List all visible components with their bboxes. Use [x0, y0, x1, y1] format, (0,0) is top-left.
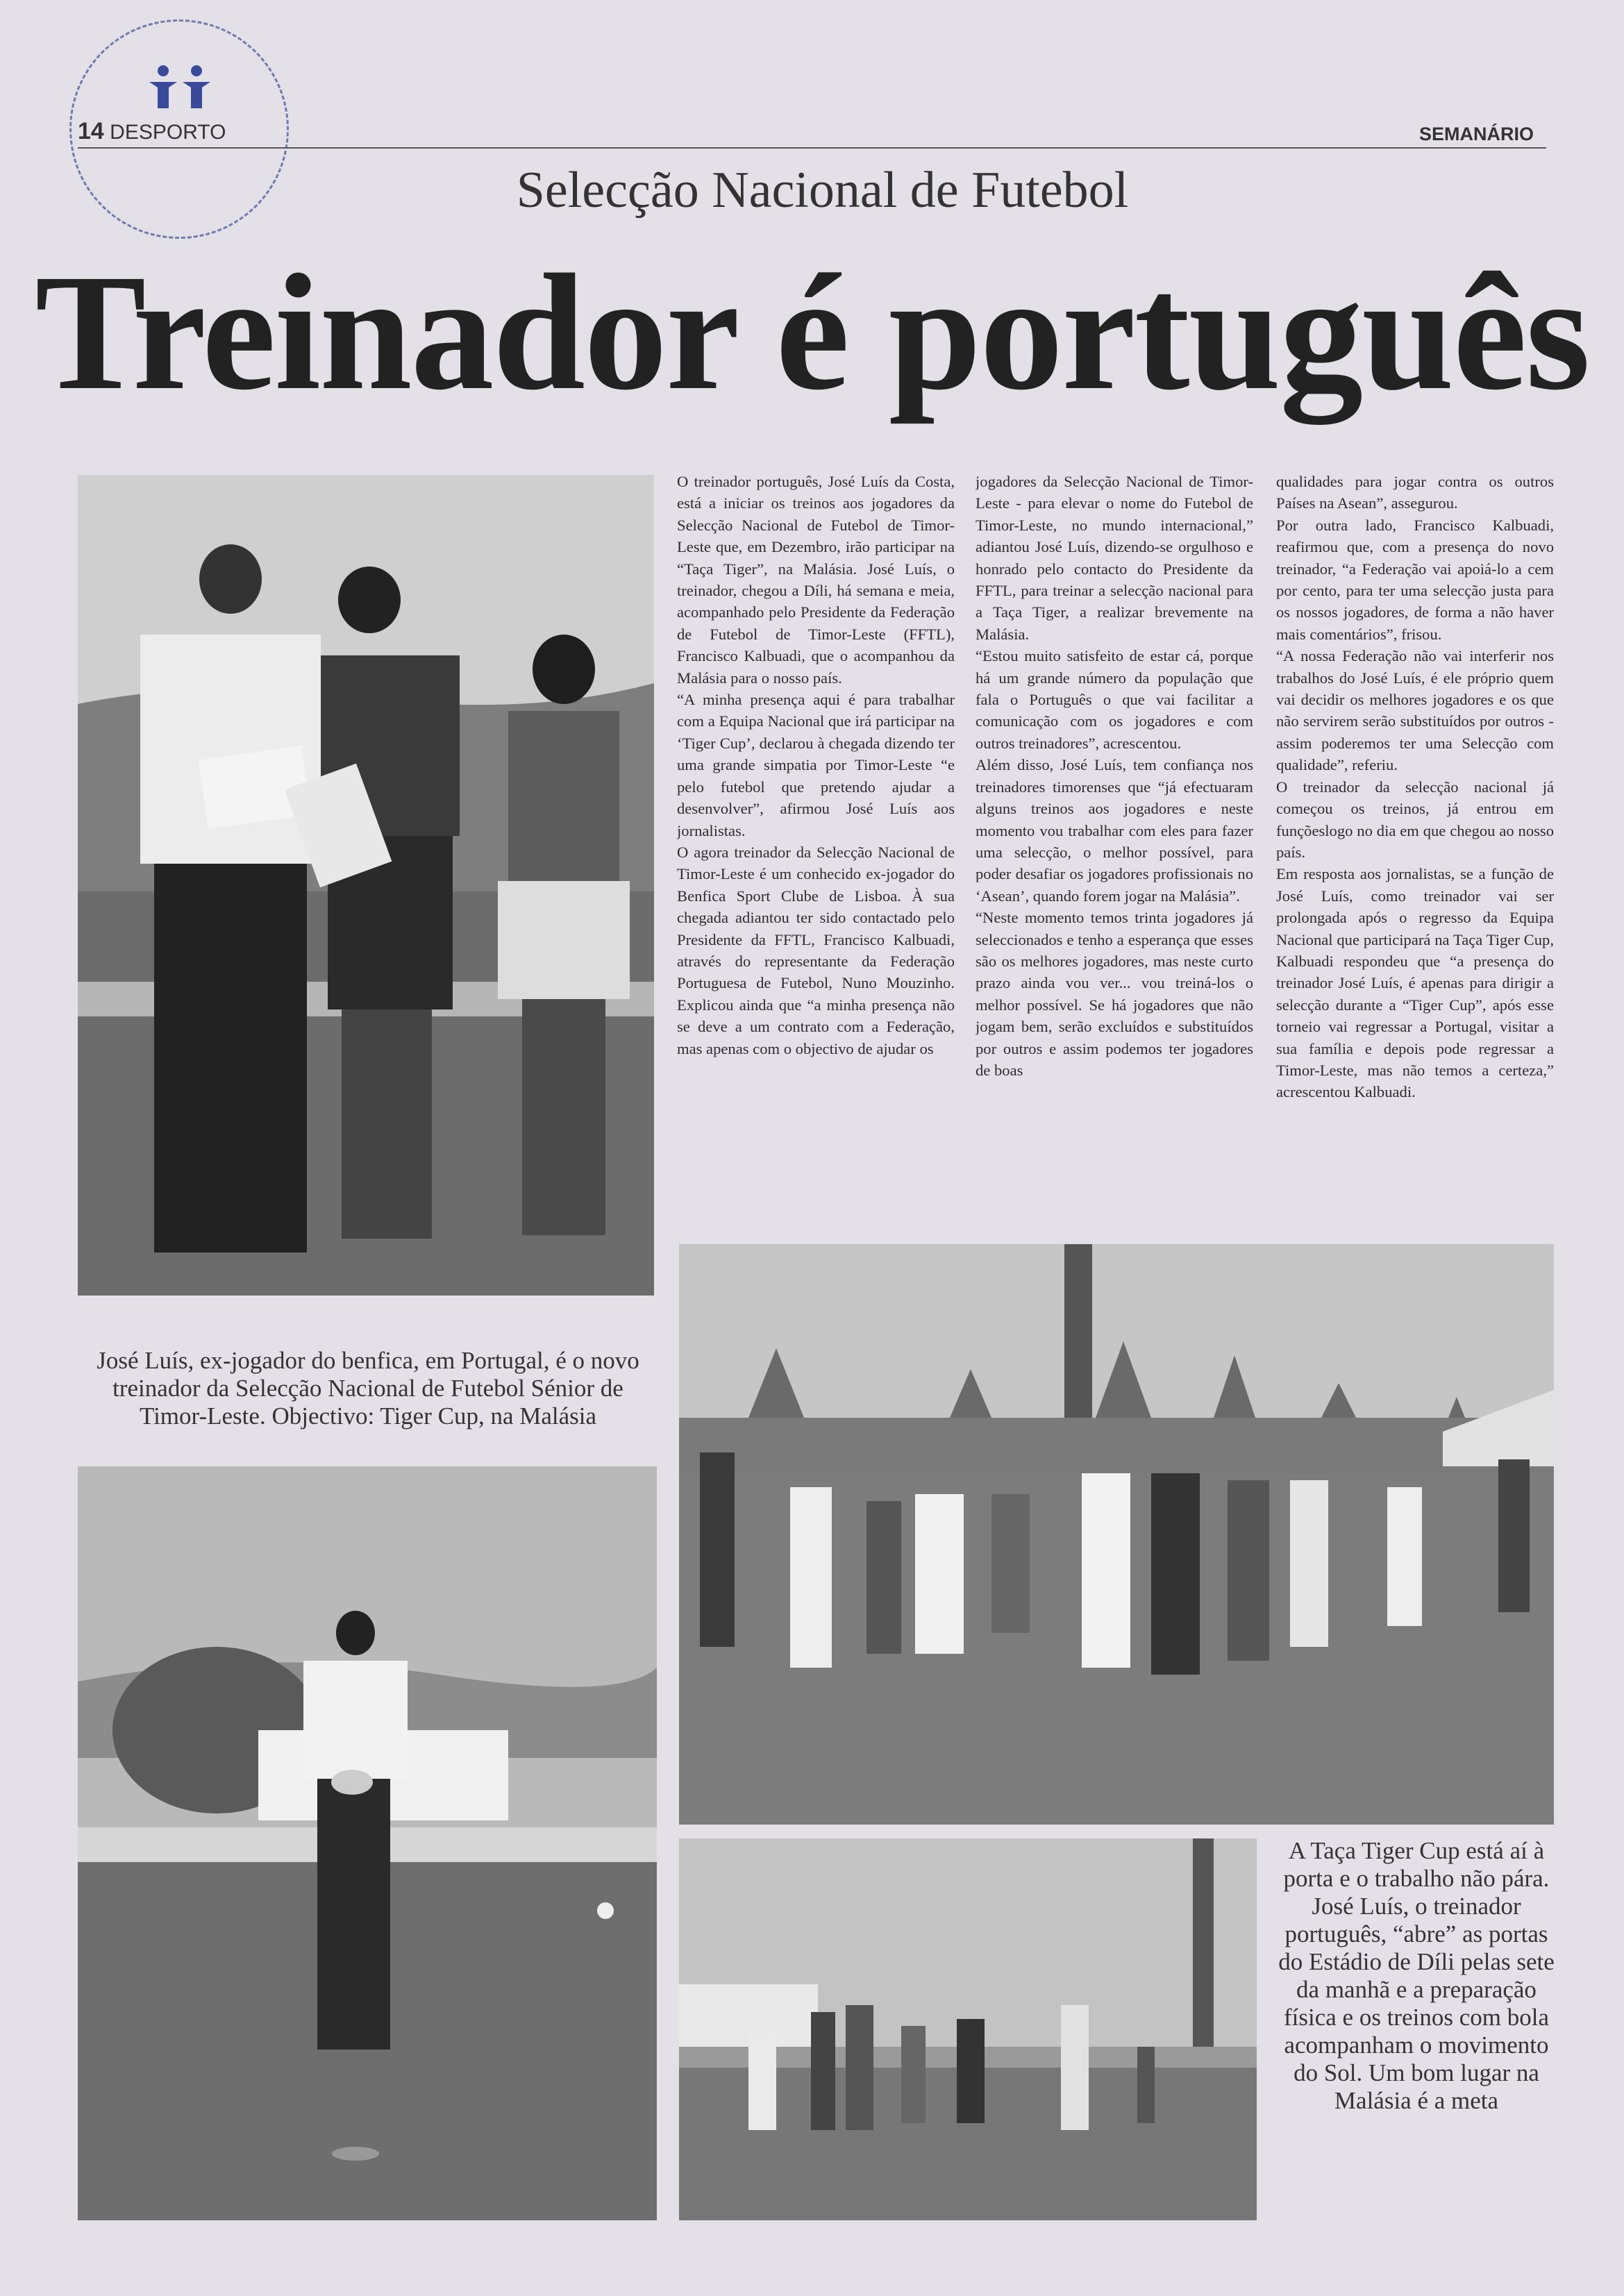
section-name: DESPORTO — [110, 121, 226, 144]
headline: Treinador é português — [35, 240, 1589, 424]
page-number: 14 — [78, 118, 104, 144]
column-paragraph: Além disso, José Luís, tem confiança nos treinadores timorenses que “já efectuaram alguns treinos aos jogadores e neste momento vou trabalhar com eles para fazer uma selecção, o melhor possível, para poder desafiar os jogadores profissionais no ‘Asean’, quando forem jogar na Malásia”. — [976, 756, 1253, 905]
column-paragraph: O agora treinador da Selecção Nacional de Timor-Leste é um conhecido ex-jogador do Benfica Sport Clube de Lisboa. À sua chegada adiantou ter sido contactado pelo Presidente da FFTL, Francisco Kalbuadi, através do representante da Federação Portuguesa de Futebol, Nuno Mouzinho. Explicou ainda que “a minha presença não se deve a um contrato com a Federação, mas apenas com o objectivo de ajudar os — [677, 843, 955, 1057]
column-paragraph: “A nossa Federação não vai interferir nos trabalhos do José Luís, é ele próprio quem vai decidir os melhores jogadores e os que não servirem serão substituídos por outros - assim poderemos ter uma Selecção com qualidade”, referiu. — [1276, 647, 1554, 774]
photo-coach-on-pitch — [78, 1466, 657, 2220]
article-column-1 — [677, 471, 955, 1234]
column-paragraph: Em resposta aos jornalistas, se a função de José Luís, como treinador vai ser prolongada após o regresso da Equipa Nacional que participará na Taça Tiger Cup, Kalbuadi respondeu que “a presença do treinador José Luís, é apenas para dirigir a selecção durante a “Tiger Cup”, após esse torneio vai regressar a Portugal, visitar a sua família e depois pode regressar a Timor-Leste, mas não temos a certeza,” acrescentou Kalbuadi. — [1276, 865, 1554, 1101]
photo-stadium-session — [679, 1838, 1257, 2220]
column-paragraph: qualidades para jogar contra os outros Países na Asean”, assegurou. — [1276, 473, 1554, 512]
photo-team-training — [679, 1244, 1554, 1825]
photo-caption-2: A Taça Tiger Cup está aí à porta e o trabalho não pára. José Luís, o treinador português, “abre” as portas do Estádio de Díli pelas sete da manhã e a preparação física e os treinos com bola acompanham o movimento do Sol. Um bom lugar na Malásia é a meta — [1278, 1837, 1555, 2114]
article-column-3 — [1276, 471, 1554, 1234]
column-paragraph: O treinador português, José Luís da Costa, está a iniciar os treinos aos jogadores da Selecção Nacional de Futebol de Timor-Leste que, em Dezembro, irão participar na “Taça Tiger”, na Malásia. José Luís, o treinador, chegou a Díli, há semana e meia, acompanhado pelo Presidente da Federação de Futebol de Timor-Leste (FFTL), Francisco Kalbuadi, que o acompanhou da Malásia para o nosso país. — [677, 473, 955, 687]
column-paragraph: Por outra lado, Francisco Kalbuadi, reafirmou que, com a presença do novo treinador, “a Federação vai apoiá-lo a cem por cento, para ter uma selecção justa para os nossos jogadores, de forma a não haver mais comentários”, frisou. — [1276, 516, 1554, 643]
column-paragraph: “Estou muito satisfeito de estar cá, porque há um grande número da população que fala o Português o que vai facilitar a comunicação com os jogadores e com outros treinadores”, acrescentou. — [976, 647, 1253, 752]
header-rule — [78, 147, 1546, 149]
photo-coach-with-players — [78, 475, 654, 1296]
section-header — [78, 118, 226, 145]
article-column-2 — [976, 471, 1253, 1234]
column-paragraph: O treinador da selecção nacional já começou os treinos, já entrou em funçõeslogo no dia em que chegou ao nosso país. — [1276, 778, 1554, 861]
two-people-logo-icon — [135, 62, 226, 111]
publication-name: SEMANÁRIO — [1418, 124, 1534, 144]
column-paragraph: “A minha presença aqui é para trabalhar com a Equipa Nacional que irá participar na ‘Tiger Cup’, declarou à chegada dizendo ter uma grande simpatia por Timor-Leste “e pelo futebol que pretendo ajudar a desenvolver”, afirmou José Luís aos jornalistas. — [677, 691, 955, 839]
column-paragraph: “Neste momento temos trinta jogadores já seleccionados e tenho a esperança que esses são os melhores jogadores, mas neste curto prazo ainda vou ver... vou treiná-los o melhor possível. Se há jogadores que não jogam bem, serão excluídos e substituídos por outros e assim podemos ter jogadores de boas — [976, 909, 1253, 1079]
kicker: Selecção Nacional de Futebol — [516, 162, 1129, 219]
photo-caption-1: José Luís, ex-jogador do benfica, em Portugal, é o novo treinador da Selecção Nacional de Futebol Sénior de Timor-Leste. Objectivo: Tiger Cup, na Malásia — [97, 1347, 639, 1430]
column-paragraph: jogadores da Selecção Nacional de Timor-Leste - para elevar o nome do Futebol de Timor-Leste, no mundo internacional,” adiantou José Luís, dizendo-se orgulhoso e honrado pelo contacto do Presidente da FFTL, para treinar a selecção nacional para a Taça Tiger, a realizar brevemente na Malásia. — [976, 473, 1253, 643]
